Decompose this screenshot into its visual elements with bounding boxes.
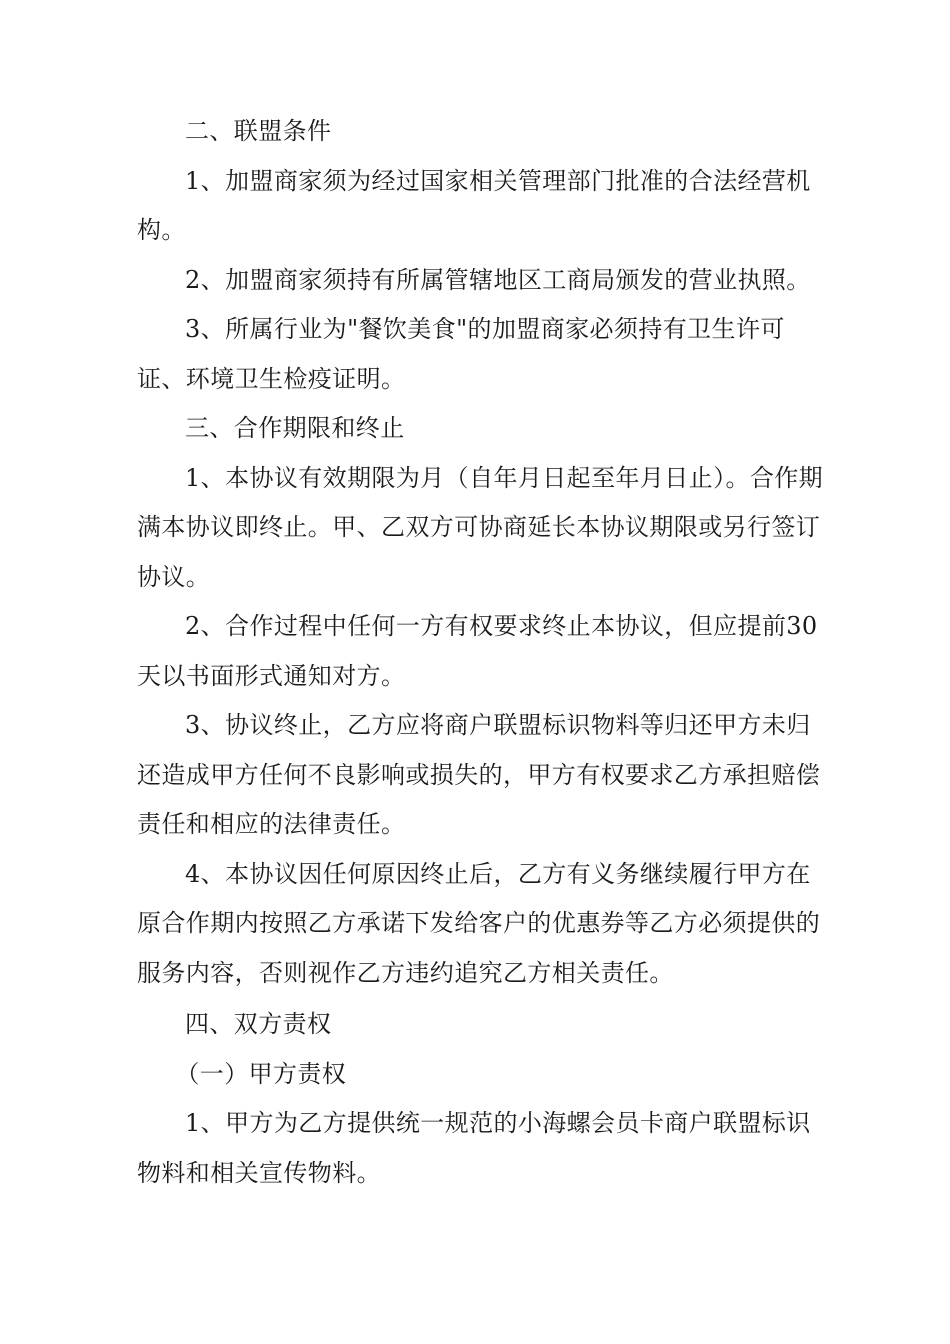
- paragraph: 1、本协议有效期限为月（自年月日起至年月日止）。合作期满本协议即终止。甲、乙双方可协商延长本协议期限或另行签订协议。: [137, 463, 824, 591]
- paragraph: 2、合作过程中任何一方有权要求终止本协议，但应提前30天以书面形式通知对方。: [137, 612, 818, 690]
- paragraph: 2、加盟商家须持有所属管辖地区工商局颁发的营业执照。: [185, 265, 811, 294]
- paragraph: 1、加盟商家须为经过国家相关管理部门批准的合法经营机构。: [137, 166, 811, 244]
- paragraph: 4、本协议因任何原因终止后，乙方有义务继续履行甲方在原合作期内按照乙方承诺下发给客户的优惠券等乙方必须提供的服务内容，否则视作乙方违约追究乙方相关责任。: [137, 859, 821, 987]
- paragraph: 3、协议终止，乙方应将商户联盟标识物料等归还甲方未归还造成甲方任何不良影响或损失的，甲方有权要求乙方承担赔偿责任和相应的法律责任。: [137, 711, 821, 838]
- document-body: [137, 107, 827, 1198]
- paragraph: 1、甲方为乙方提供统一规范的小海螺会员卡商户联盟标识物料和相关宣传物料。: [137, 1109, 811, 1187]
- subsection-heading-party-a: （一）甲方责权: [175, 1059, 347, 1088]
- section-heading-alliance-conditions: 二、联盟条件: [185, 117, 332, 145]
- section-heading-term-and-termination: 三、合作期限和终止: [185, 414, 405, 442]
- section-heading-rights-and-responsibilities: 四、双方责权: [185, 1010, 332, 1038]
- paragraph: 3、所属行业为"餐饮美食"的加盟商家必须持有卫生许可证、环境卫生检疫证明。: [137, 315, 785, 393]
